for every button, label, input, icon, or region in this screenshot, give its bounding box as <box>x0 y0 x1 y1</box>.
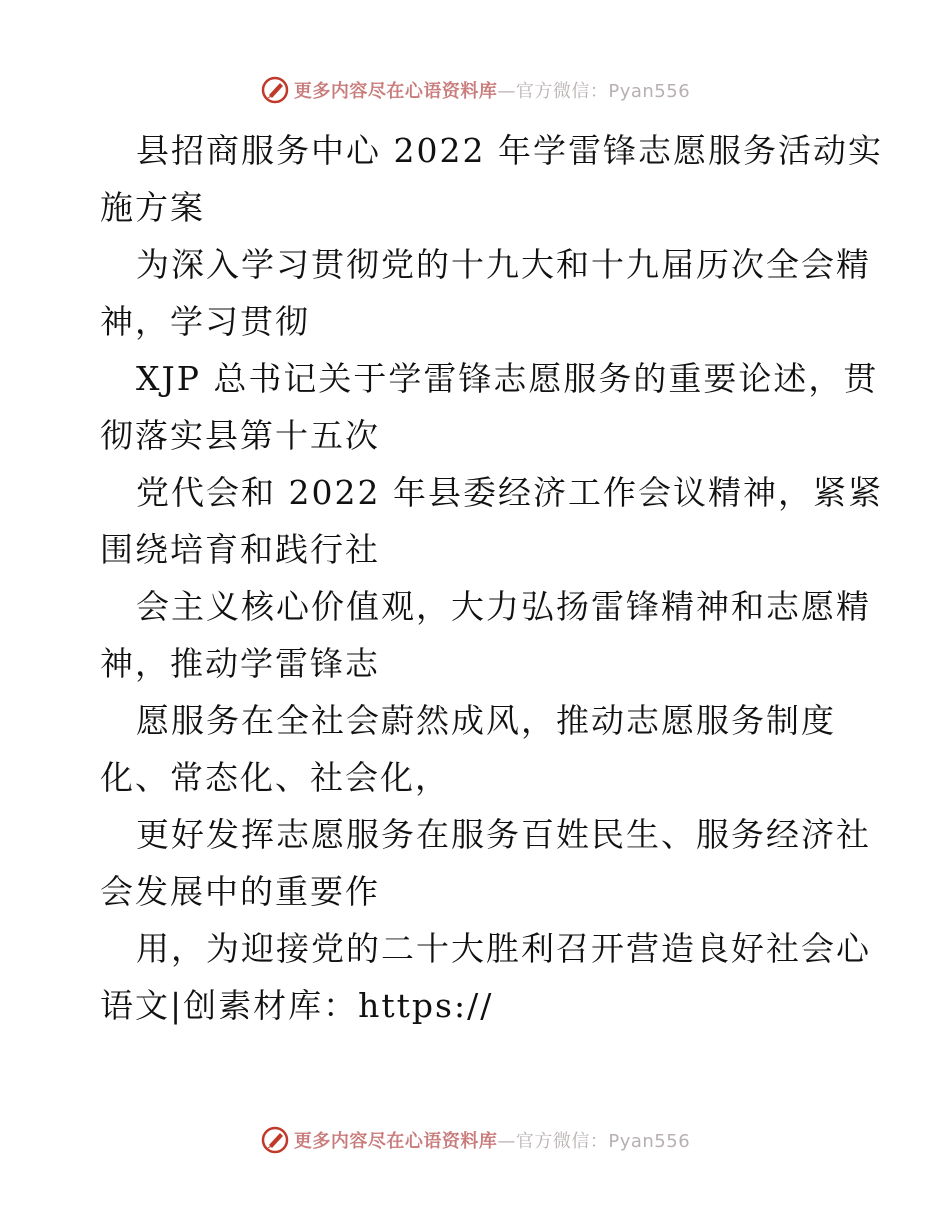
paragraph-line: 会主义核心价值观，大力弘扬雷锋精神和志愿精 <box>136 587 871 626</box>
paragraph-line: 愿服务在全社会蔚然成风，推动志愿服务制度 <box>136 701 836 740</box>
banner-brand: 更多内容尽在心语资料库 <box>293 81 498 102</box>
header-watermark <box>0 70 950 110</box>
banner-brand: 更多内容尽在心语资料库 <box>293 1131 498 1152</box>
paragraph-line: 神，学习贯彻 <box>100 302 310 341</box>
paragraph-line: 用，为迎接党的二十大胜利召开营造良好社会心 <box>136 929 871 968</box>
banner-dash: — <box>497 1131 516 1152</box>
paragraph-line: 彻落实县第十五次 <box>100 416 380 455</box>
banner-wechat-label: 官方微信： <box>515 1131 609 1152</box>
document-body <box>100 122 883 1034</box>
paragraph <box>100 692 860 806</box>
paragraph-line: 化、常态化、社会化， <box>100 758 450 797</box>
paragraph-line: 围绕培育和践行社 <box>100 530 380 569</box>
brand-logo-icon <box>260 1125 290 1155</box>
paragraph <box>100 920 871 1034</box>
paragraph <box>100 122 883 236</box>
paragraph-line: 县招商服务中心 2022 年学雷锋志愿服务活动实 <box>136 131 883 170</box>
banner-wechat-id: Pyan556 <box>608 81 691 102</box>
paragraph-line: 为深入学习贯彻党的十九大和十九届历次全会精 <box>136 245 871 284</box>
paragraph-line: 神，推动学雷锋志 <box>100 644 380 683</box>
paragraph <box>100 578 871 692</box>
brand-logo-icon <box>260 75 290 105</box>
banner-wechat-label: 官方微信： <box>515 81 609 102</box>
paragraph-line: 施方案 <box>100 188 205 227</box>
paragraph-line: XJP 总书记关于学雷锋志愿服务的重要论述，贯 <box>136 359 879 398</box>
banner-dash: — <box>497 81 516 102</box>
paragraph <box>100 464 883 578</box>
paragraph <box>100 350 879 464</box>
paragraph <box>100 806 871 920</box>
paragraph <box>100 236 871 350</box>
footer-watermark <box>0 1120 950 1160</box>
paragraph-line: 语文|创素材库：https:// <box>100 986 494 1025</box>
paragraph-line: 更好发挥志愿服务在服务百姓民生、服务经济社 <box>136 815 871 854</box>
banner-wechat-id: Pyan556 <box>608 1131 691 1152</box>
paragraph-line: 会发展中的重要作 <box>100 872 380 911</box>
paragraph-line: 党代会和 2022 年县委经济工作会议精神，紧紧 <box>136 473 883 512</box>
